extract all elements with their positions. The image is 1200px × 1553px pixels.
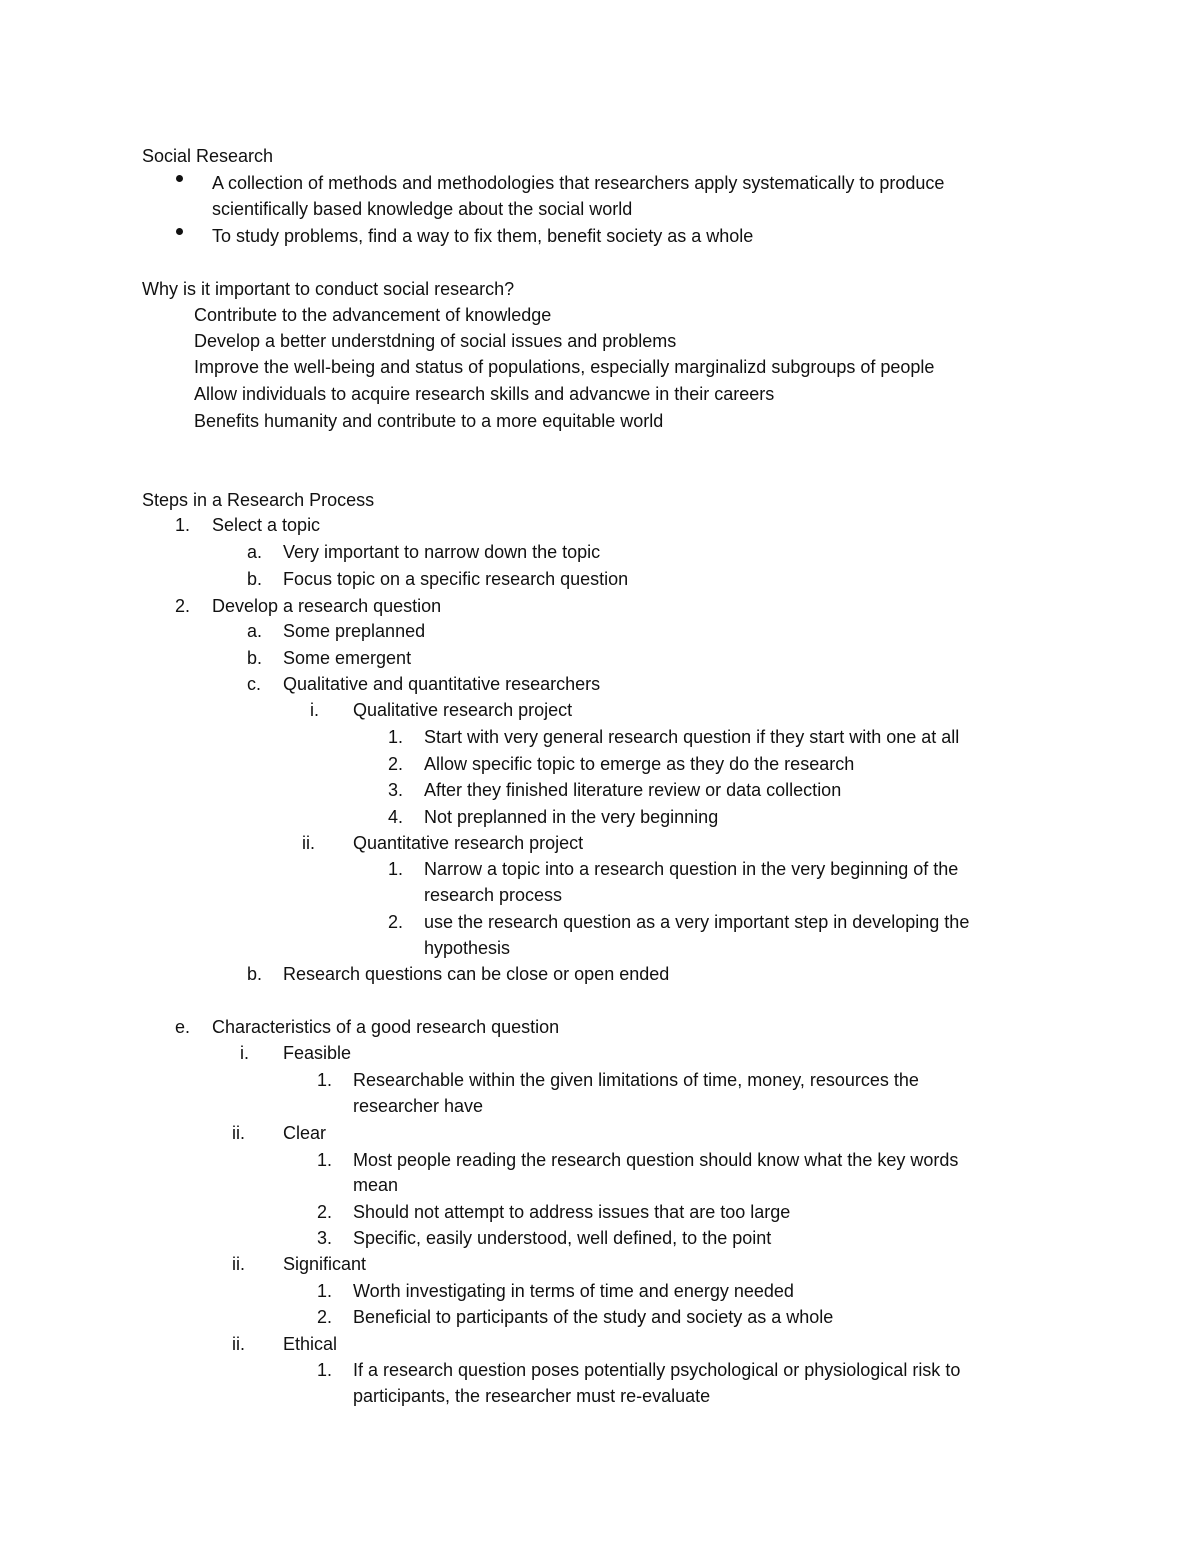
list-marker: ii. <box>232 1123 245 1143</box>
list-marker: a. <box>247 542 263 562</box>
point-line: Should not attempt to address issues that are too large <box>353 1202 791 1222</box>
point-line: Allow specific topic to emerge as they do the research <box>424 754 855 774</box>
step-label: Select a topic <box>212 515 321 535</box>
sub-item: Qualitative and quantitative researchers <box>283 674 601 694</box>
sub-item: Focus topic on a specific research question <box>283 569 629 589</box>
sub-sub-item: Qualitative research project <box>353 700 573 720</box>
sub-item: Research questions can be close or open ended <box>283 964 670 984</box>
point-line: Start with very general research question if they start with one at all <box>424 727 960 747</box>
list-marker: 2. <box>388 754 404 774</box>
list-marker: 4. <box>388 807 404 827</box>
list-marker: 2. <box>175 596 191 616</box>
list-marker: c. <box>247 674 262 694</box>
section-heading-steps: Steps in a Research Process <box>142 490 375 510</box>
list-marker: b. <box>247 648 263 668</box>
importance-item: Improve the well-being and status of populations, especially marginalizd subgroups of people <box>194 357 935 377</box>
characteristic-label: Feasible <box>283 1043 352 1063</box>
sub-item: Characteristics of a good research question <box>212 1017 560 1037</box>
list-marker: ii. <box>232 1254 245 1274</box>
point-line: Not preplanned in the very beginning <box>424 807 719 827</box>
point-line: mean <box>353 1175 399 1195</box>
list-marker: b. <box>247 964 263 984</box>
list-marker: i. <box>310 700 319 720</box>
list-marker: ii. <box>302 833 315 853</box>
sub-item: Some preplanned <box>283 621 426 641</box>
list-marker: 1. <box>388 727 404 747</box>
section-heading-social-research: Social Research <box>142 146 274 166</box>
point-line: participants, the researcher must re-evaluate <box>353 1386 711 1406</box>
point-line: If a research question poses potentially psychological or physiological risk to <box>353 1360 961 1380</box>
list-marker: 3. <box>388 780 404 800</box>
importance-item: Contribute to the advancement of knowledge <box>194 305 552 325</box>
bullet-line: To study problems, find a way to fix them, benefit society as a whole <box>212 226 754 246</box>
list-marker: 2. <box>317 1202 333 1222</box>
list-marker: b. <box>247 569 263 589</box>
characteristic-label: Ethical <box>283 1334 338 1354</box>
importance-item: Develop a better understdning of social issues and problems <box>194 331 677 351</box>
bullet-icon <box>176 175 183 182</box>
point-line: Worth investigating in terms of time and energy needed <box>353 1281 794 1301</box>
characteristic-label: Significant <box>283 1254 367 1274</box>
point-line: After they finished literature review or data collection <box>424 780 842 800</box>
bullet-icon <box>176 228 183 235</box>
sub-item: Very important to narrow down the topic <box>283 542 601 562</box>
point-line: use the research question as a very important step in developing the <box>424 912 970 932</box>
importance-item: Allow individuals to acquire research skills and advancwe in their careers <box>194 384 775 404</box>
list-marker: a. <box>247 621 263 641</box>
point-line: research process <box>424 885 563 905</box>
step-label: Develop a research question <box>212 596 442 616</box>
point-line: Narrow a topic into a research question in the very beginning of the <box>424 859 959 879</box>
list-marker: 1. <box>175 515 191 535</box>
list-marker: 1. <box>317 1150 333 1170</box>
list-marker: 2. <box>317 1307 333 1327</box>
list-marker: i. <box>240 1043 249 1063</box>
point-line: Most people reading the research question should know what the key words <box>353 1150 959 1170</box>
list-marker: e. <box>175 1017 191 1037</box>
list-marker: 2. <box>388 912 404 932</box>
section-heading-importance: Why is it important to conduct social research? <box>142 279 515 299</box>
sub-item: Some emergent <box>283 648 412 668</box>
point-line: Specific, easily understood, well defined, to the point <box>353 1228 772 1248</box>
point-line: hypothesis <box>424 938 511 958</box>
bullet-line: scientifically based knowledge about the social world <box>212 199 633 219</box>
list-marker: 1. <box>317 1070 333 1090</box>
point-line: Researchable within the given limitations of time, money, resources the <box>353 1070 919 1090</box>
point-line: researcher have <box>353 1096 484 1116</box>
sub-sub-item: Quantitative research project <box>353 833 584 853</box>
list-marker: ii. <box>232 1334 245 1354</box>
list-marker: 1. <box>317 1360 333 1380</box>
importance-item: Benefits humanity and contribute to a more equitable world <box>194 411 664 431</box>
bullet-line: A collection of methods and methodologies that researchers apply systematically to produce <box>212 173 945 193</box>
list-marker: 1. <box>317 1281 333 1301</box>
point-line: Beneficial to participants of the study and society as a whole <box>353 1307 834 1327</box>
list-marker: 1. <box>388 859 404 879</box>
list-marker: 3. <box>317 1228 333 1248</box>
characteristic-label: Clear <box>283 1123 327 1143</box>
